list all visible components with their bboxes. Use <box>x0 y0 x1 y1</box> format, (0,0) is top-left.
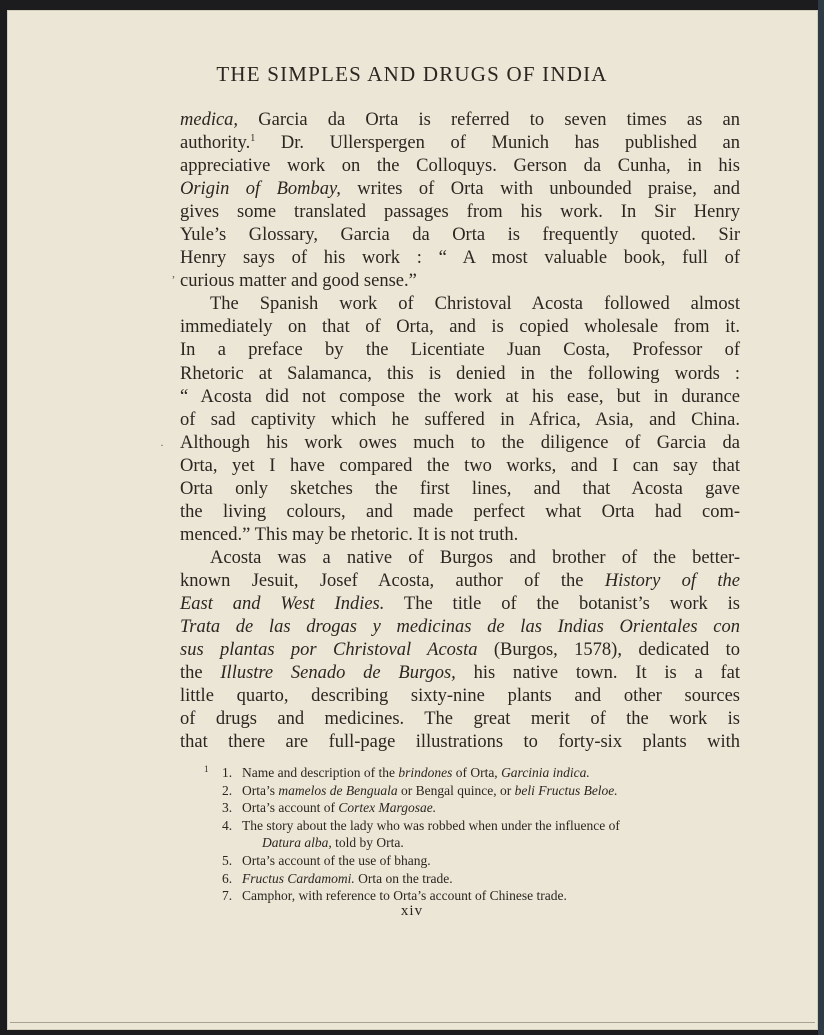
italic-text: brindones <box>398 765 453 780</box>
footnote-number: 6. <box>222 870 233 886</box>
text-run: little quarto, describing sixty-nine plants and other sources <box>180 686 740 707</box>
footnote <box>212 782 747 800</box>
text-run: Orta’s <box>242 782 279 798</box>
footnote-number: 5. <box>222 852 233 868</box>
running-head: THE SIMPLES AND DRUGS OF INDIA <box>216 62 608 86</box>
text-line <box>180 432 740 455</box>
footnote <box>212 834 747 852</box>
footnote <box>212 799 747 817</box>
text-line <box>180 455 740 478</box>
text-line <box>180 616 740 639</box>
italic-text: Fructus Cardamomi. <box>242 870 355 886</box>
text-line <box>180 731 740 754</box>
margin-mark: , <box>172 266 175 280</box>
footnote-number: 4. <box>222 817 233 833</box>
text-run: or Bengal quince, or <box>397 782 515 798</box>
italic-text: mamelos de Benguala <box>278 782 398 798</box>
footnote <box>212 817 747 835</box>
text-run: told by Orta. <box>331 835 404 851</box>
text-line <box>180 339 740 362</box>
italic-text: Garcinia indica. <box>501 765 590 780</box>
text-run: gives some translated passages from his work. In Sir Henry <box>180 202 740 223</box>
text-line <box>180 109 740 132</box>
text-line <box>180 685 740 708</box>
text-run: that there are full-page illustrations to forty-six plants with <box>180 732 740 753</box>
italic-text: Trata de las drogas y medicinas de las Indias Orientales con <box>180 617 740 638</box>
text-line <box>180 478 740 501</box>
text-run: Orta’s account of <box>242 800 339 816</box>
text-run: Garcia da Orta is referred to seven times as an <box>238 110 740 130</box>
footnote-number: 7. <box>222 888 233 904</box>
text-line <box>180 662 740 685</box>
text-run: The Spanish work of Christoval Acosta followed almost <box>210 294 740 315</box>
text-run: curious matter and good sense.” <box>180 271 417 292</box>
text-line <box>180 524 740 547</box>
page-edge-line <box>10 1022 815 1023</box>
text-run: Orta’s account of the use of bhang. <box>242 852 431 868</box>
text-line <box>180 501 740 524</box>
text-line <box>180 155 740 178</box>
text-line <box>180 639 740 662</box>
footnote <box>212 870 747 888</box>
text-run: authority. <box>180 133 251 154</box>
italic-text: sus plantas por Christoval Acosta <box>180 640 478 661</box>
text-line <box>180 224 740 247</box>
body-text <box>180 109 740 754</box>
text-run: writes of Orta with unbounded praise, and <box>340 179 740 200</box>
text-run: Yule’s Glossary, Garcia da Orta is frequently quoted. Sir <box>180 225 740 246</box>
italic-text: Cortex Margosae. <box>338 800 437 816</box>
footnote <box>204 764 747 782</box>
footnote-marker: 1 <box>204 764 209 774</box>
text-line <box>180 409 740 432</box>
text-run: The story about the lady who was robbed when under the influence of <box>242 817 620 833</box>
text-run: Orta on the trade. <box>354 870 453 886</box>
text-run: “ Acosta did not compose the work at his ease, but in durance <box>180 386 740 407</box>
text-run: (Burgos, 1578), dedicated to <box>477 640 741 661</box>
text-run: of drugs and medicines. The great merit of the work is <box>180 709 740 730</box>
footnote-ref: 1 <box>250 132 256 144</box>
italic-text: beli Fructus Beloe. <box>514 782 618 798</box>
text-run: The title of the botanist’s work is <box>384 593 740 614</box>
italic-text: History of the <box>604 570 740 591</box>
text-line <box>180 593 740 616</box>
text-line <box>180 270 740 293</box>
text-run: Although his work owes much to the diligence of Garcia da <box>180 432 740 453</box>
text-run: appreciative work on the Colloquys. Gerson da Cunha, in his <box>180 156 740 177</box>
text-line <box>180 547 740 570</box>
text-line <box>180 201 740 224</box>
text-line <box>180 247 740 270</box>
italic-text: Illustre Senado de Burgos, <box>220 663 456 684</box>
footnote-number: 3. <box>222 800 233 816</box>
text-run: immediately on that of Orta, and is copied wholesale from it. <box>180 317 740 338</box>
text-run: of sad captivity which he suffered in Africa, Asia, and China. <box>180 409 740 430</box>
footnote-number: 2. <box>222 782 233 798</box>
italic-text: Datura alba, <box>262 835 332 851</box>
text-run: his native town. It is a fat <box>455 663 741 684</box>
text-run: Dr. Ullerspergen of Munich has published an <box>255 133 740 154</box>
text-run: Acosta was a native of Burgos and brother of the better- <box>210 547 740 568</box>
text-run: known Jesuit, Josef Acosta, author of the <box>180 570 605 591</box>
text-run: Henry says of his work : “ A most valuable book, full of <box>180 248 740 269</box>
footnote-number: 1. <box>222 765 233 780</box>
italic-text: East and West Indies. <box>180 593 385 614</box>
text-run: menced.” This may be rhetoric. It is not truth. <box>180 524 519 545</box>
margin-mark: · <box>160 438 164 452</box>
scan-edge <box>818 0 824 1035</box>
text-line <box>180 363 740 386</box>
text-run: Camphor, with reference to Orta’s account of Chinese trade. <box>242 888 567 904</box>
text-run: In a preface by the Licentiate Juan Costa, Professor of <box>180 340 740 361</box>
text-line <box>180 570 740 593</box>
italic-text: medica, <box>180 110 239 130</box>
footnote <box>212 852 747 870</box>
text-line <box>180 178 740 201</box>
italic-text: Origin of Bombay, <box>180 179 341 200</box>
page-number: xiv <box>400 903 424 919</box>
text-run: Name and description of the <box>242 765 399 780</box>
text-run: of Orta, <box>452 765 502 780</box>
text-run: the <box>180 663 221 684</box>
text-line <box>180 386 740 409</box>
text-line <box>180 132 740 155</box>
text-line <box>180 708 740 731</box>
text-line <box>180 293 740 316</box>
text-run: the living colours, and made perfect what Orta had com- <box>180 501 740 522</box>
text-run: Orta only sketches the first lines, and that Acosta gave <box>180 478 740 499</box>
text-run: Rhetoric at Salamanca, this is denied in the following words : <box>180 363 740 384</box>
footnotes <box>204 764 747 905</box>
text-line <box>180 316 740 339</box>
text-run: Orta, yet I have compared the two works, and I can say that <box>180 455 740 476</box>
